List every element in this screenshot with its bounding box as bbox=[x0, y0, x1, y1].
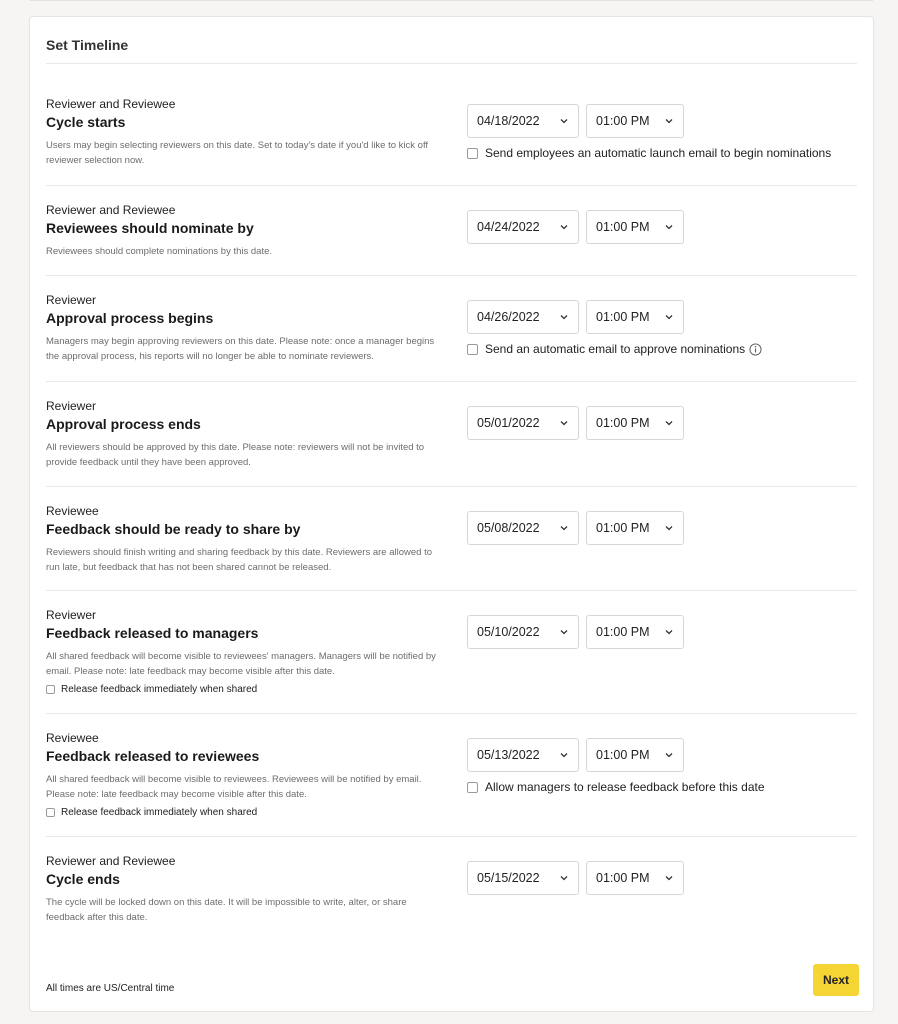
next-button[interactable]: Next bbox=[813, 964, 859, 996]
row-description: Reviewees should complete nominations by this date. bbox=[46, 246, 273, 257]
row-role: Reviewer and Reviewee bbox=[46, 854, 176, 868]
row-description: All shared feedback will become visible to reviewees' managers. Managers will be notified by email. Please note: late feedback may become visible after this date. bbox=[46, 651, 436, 677]
row-heading: Approval process ends bbox=[46, 416, 201, 432]
checkbox-box[interactable] bbox=[467, 782, 478, 793]
row-heading: Feedback released to managers bbox=[46, 625, 259, 641]
row-heading: Cycle ends bbox=[46, 871, 120, 887]
row-role: Reviewer bbox=[46, 608, 97, 622]
checkbox-label: Send an automatic email to approve nominations bbox=[485, 342, 746, 356]
date-value: 05/01/2022 bbox=[477, 416, 540, 430]
chevron-down-icon bbox=[559, 222, 569, 232]
release-immediately-checkbox[interactable] bbox=[46, 807, 257, 818]
time-select[interactable] bbox=[586, 861, 684, 895]
time-select[interactable] bbox=[586, 738, 684, 772]
date-select[interactable] bbox=[467, 738, 579, 772]
row-role: Reviewer and Reviewee bbox=[46, 203, 176, 217]
info-icon[interactable] bbox=[749, 343, 762, 356]
date-select[interactable] bbox=[467, 210, 579, 244]
timeline-row-nominate-by bbox=[46, 186, 857, 276]
date-value: 04/26/2022 bbox=[477, 310, 540, 324]
time-select[interactable] bbox=[586, 104, 684, 138]
row-description: Managers may begin approving reviewers on this date. Please note: once a manager begins the approval process, his reports will no longer be able to nominate reviewers. bbox=[46, 336, 435, 362]
row-heading: Reviewees should nominate by bbox=[46, 220, 254, 236]
time-value: 01:00 PM bbox=[596, 521, 650, 535]
approval-email-checkbox[interactable] bbox=[467, 342, 762, 356]
time-value: 01:00 PM bbox=[596, 114, 650, 128]
time-select[interactable] bbox=[586, 210, 684, 244]
time-value: 01:00 PM bbox=[596, 748, 650, 762]
chevron-down-icon bbox=[664, 523, 674, 533]
row-role: Reviewer and Reviewee bbox=[46, 97, 176, 111]
row-role: Reviewee bbox=[46, 731, 99, 745]
chevron-down-icon bbox=[559, 116, 569, 126]
allow-managers-release-checkbox[interactable] bbox=[467, 780, 765, 794]
date-value: 05/13/2022 bbox=[477, 748, 540, 762]
date-select[interactable] bbox=[467, 406, 579, 440]
row-description: Reviewers should finish writing and sharing feedback by this date. Reviewers are allowed to run late, but feedback that has not been shared cannot be released. bbox=[46, 547, 433, 573]
chevron-down-icon bbox=[664, 312, 674, 322]
page-title: Set Timeline bbox=[46, 37, 129, 53]
checkbox-box[interactable] bbox=[46, 685, 55, 694]
chevron-down-icon bbox=[559, 312, 569, 322]
time-select[interactable] bbox=[586, 615, 684, 649]
chevron-down-icon bbox=[559, 873, 569, 883]
row-role: Reviewee bbox=[46, 504, 99, 518]
date-value: 04/24/2022 bbox=[477, 220, 540, 234]
date-select[interactable] bbox=[467, 511, 579, 545]
checkbox-box[interactable] bbox=[467, 344, 478, 355]
timeline-row-approval-ends bbox=[46, 382, 857, 487]
chevron-down-icon bbox=[664, 418, 674, 428]
row-description: The cycle will be locked down on this date. It will be impossible to write, alter, or share feedback after this date. bbox=[46, 897, 407, 923]
time-value: 01:00 PM bbox=[596, 871, 650, 885]
checkbox-label: Release feedback immediately when shared bbox=[61, 684, 258, 695]
release-immediately-checkbox[interactable] bbox=[46, 684, 257, 695]
row-role: Reviewer bbox=[46, 293, 97, 307]
date-value: 05/10/2022 bbox=[477, 625, 540, 639]
chevron-down-icon bbox=[664, 750, 674, 760]
timeline-row-released-managers bbox=[46, 591, 857, 714]
checkbox-box[interactable] bbox=[467, 148, 478, 159]
date-select[interactable] bbox=[467, 300, 579, 334]
date-value: 05/15/2022 bbox=[477, 871, 540, 885]
row-heading: Feedback released to reviewees bbox=[46, 748, 260, 764]
chevron-down-icon bbox=[664, 627, 674, 637]
row-description: Users may begin selecting reviewers on this date. Set to today's date if you'd like to kick off reviewer selection now. bbox=[46, 140, 429, 166]
timeline-row-approval-begins bbox=[46, 276, 857, 382]
checkbox-label: Send employees an automatic launch email to begin nominations bbox=[485, 146, 832, 160]
time-value: 01:00 PM bbox=[596, 625, 650, 639]
chevron-down-icon bbox=[559, 627, 569, 637]
time-value: 01:00 PM bbox=[596, 220, 650, 234]
timezone-note: All times are US/Central time bbox=[46, 983, 175, 994]
row-role: Reviewer bbox=[46, 399, 97, 413]
date-value: 05/08/2022 bbox=[477, 521, 540, 535]
date-select[interactable] bbox=[467, 861, 579, 895]
checkbox-box[interactable] bbox=[46, 808, 55, 817]
time-select[interactable] bbox=[586, 300, 684, 334]
chevron-down-icon bbox=[664, 116, 674, 126]
row-heading: Cycle starts bbox=[46, 114, 126, 130]
date-value: 04/18/2022 bbox=[477, 114, 540, 128]
row-heading: Feedback should be ready to share by bbox=[46, 521, 301, 537]
row-description: All reviewers should be approved by this date. Please note: reviewers will not be invited to provide feedback until they have been approved. bbox=[46, 442, 425, 468]
chevron-down-icon bbox=[559, 523, 569, 533]
timeline-row-cycle-starts bbox=[46, 64, 857, 186]
checkbox-label: Allow managers to release feedback before this date bbox=[485, 780, 765, 794]
chevron-down-icon bbox=[559, 750, 569, 760]
chevron-down-icon bbox=[559, 418, 569, 428]
chevron-down-icon bbox=[664, 873, 674, 883]
top-divider bbox=[30, 0, 873, 1]
timeline-row-released-reviewees bbox=[46, 714, 857, 837]
row-description: All shared feedback will become visible to reviewees. Reviewees will be notified by email. Please note: late feedback may become visible after this date. bbox=[46, 774, 422, 800]
checkbox-label: Release feedback immediately when shared bbox=[61, 807, 258, 818]
time-select[interactable] bbox=[586, 511, 684, 545]
timeline-row-cycle-ends bbox=[46, 837, 857, 937]
time-value: 01:00 PM bbox=[596, 310, 650, 324]
timeline-card bbox=[29, 16, 874, 1012]
date-select[interactable] bbox=[467, 615, 579, 649]
time-select[interactable] bbox=[586, 406, 684, 440]
row-heading: Approval process begins bbox=[46, 310, 214, 326]
time-value: 01:00 PM bbox=[596, 416, 650, 430]
date-select[interactable] bbox=[467, 104, 579, 138]
launch-email-checkbox[interactable] bbox=[467, 146, 831, 160]
chevron-down-icon bbox=[664, 222, 674, 232]
timeline-row-feedback-ready bbox=[46, 487, 857, 591]
